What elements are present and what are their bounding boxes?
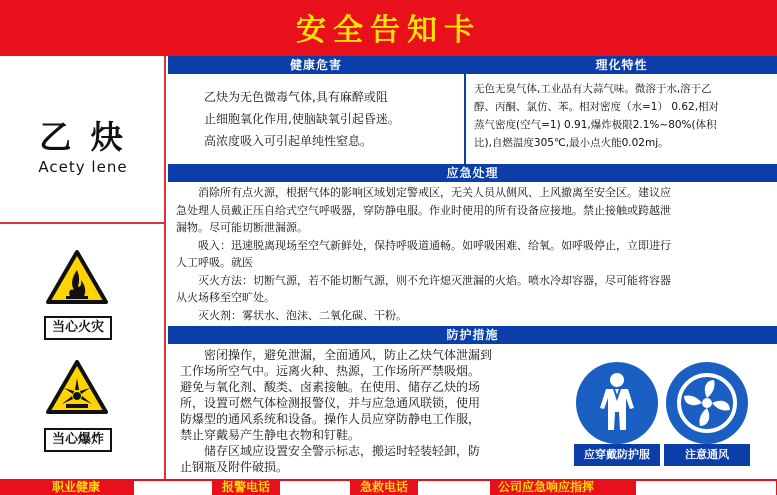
title-banner: [0, 0, 777, 54]
health-header: 健康危害: [168, 56, 464, 74]
column-divider: [464, 56, 466, 178]
warning-label-fire: 当心火灾: [44, 316, 112, 340]
protect-line: 密闭操作，避免泄漏，全面通风，防止乙炔气体泄漏到: [204, 348, 493, 362]
chemical-name-en: Acety lene: [38, 158, 128, 176]
explosive-icon: [46, 360, 108, 414]
health-line: 止细胞氧化作用,使脑缺氧引起昏迷。: [204, 112, 400, 126]
emergency-line: 人工呼吸。就医: [176, 256, 253, 269]
protective-suit-icon: [576, 362, 658, 444]
footer-field-company: [636, 481, 776, 495]
props-line: 蒸气密度(空气=1) 0.91,爆炸极限2.1%~80%(体积: [474, 119, 717, 131]
emergency-line: 吸入：迅速脱离现场至空气新鲜处，保持呼吸道通畅。如呼吸困难、给氧。如呼吸停止，立即进行: [198, 238, 671, 252]
health-line: 高浓度吸入可引起单纯性窒息。: [204, 134, 373, 148]
chemical-name-cn: 乙 炔: [39, 118, 127, 156]
protect-line: 止钢瓶及附件破损。: [180, 460, 289, 474]
ppe-label-ventilation: 注意通风: [664, 444, 750, 466]
footer-field-phone: [280, 481, 350, 495]
left-divider: [0, 222, 166, 224]
emergency-line: 灭火剂：雾状水、泡沫、二氧化碳、干粉。: [198, 308, 407, 322]
props-header: 理化特性: [466, 56, 777, 74]
protect-line: 防爆型的通风系统和设备。操作人员应穿防静电工作服，: [180, 412, 481, 426]
protect-line: 避免与氧化剂、酸类、卤素接触。在使用、储存乙炔的场: [180, 380, 481, 394]
emergency-line: 急处理人员戴正压自给式空气呼吸器，穿防静电服。作业时使用的所有设备应接地。禁止接触或跨越泄: [176, 203, 671, 217]
protect-line: 储存区域应设置安全警示标志，搬运时轻装轻卸，防: [204, 444, 481, 458]
protect-text: [180, 347, 568, 475]
footer-label-company: 公司应急响应指挥: [498, 480, 595, 494]
protect-header: 防护措施: [168, 326, 777, 344]
emergency-text: [176, 184, 772, 324]
footer-field-health: [134, 481, 212, 495]
page-title: 安全告知卡: [296, 13, 481, 48]
emergency-header: 应急处理: [168, 164, 777, 182]
footer-field-rescue: [418, 481, 490, 495]
protect-line: 工作场所空气中。远离火种、热源，工作场所严禁吸烟。: [180, 364, 481, 378]
props-text: [474, 80, 774, 152]
emergency-line: 漏物。尽可能切断泄漏源。: [176, 221, 308, 234]
props-line: 比),自燃温度305℃,最小点火能0.02mj。: [474, 137, 669, 149]
props-line: 醇、丙酮、氯仿、苯。相对密度（水=1） 0.62,相对: [474, 101, 720, 113]
health-text: [204, 86, 462, 152]
footer-label-phone: 报警电话: [222, 480, 271, 494]
health-line: 乙炔为无色微毒气体,具有麻醉或阻: [204, 90, 388, 104]
emergency-line: 消除所有点火源，根据气体的影响区域划定警戒区，无关人员从侧风、上风撤离至安全区。建议应: [198, 186, 671, 199]
footer-label-rescue: 急救电话: [360, 480, 409, 494]
emergency-line: 灭火方法：切断气源，若不能切断气源，则不允许熄灭泄漏的火焰。喷水冷却容器，尽可能将容器: [198, 273, 671, 287]
props-line: 无色无臭气体,工业品有大蒜气味。微溶于水,溶于乙: [474, 83, 712, 95]
protect-line: 禁止穿戴易产生静电衣物和钉鞋。: [180, 428, 361, 442]
ventilation-fan-icon: [666, 362, 748, 444]
protect-line: 所，设置可燃气体检测报警仪，并与应急通风联锁，使用: [180, 396, 481, 410]
footer-label-health: 职业健康: [52, 480, 101, 494]
warning-label-explosion: 当心爆炸: [44, 428, 112, 452]
ppe-label-suit: 应穿戴防护服: [574, 444, 660, 466]
flammable-icon: [46, 250, 108, 304]
emergency-line: 从火场移至空旷处。: [176, 291, 275, 304]
